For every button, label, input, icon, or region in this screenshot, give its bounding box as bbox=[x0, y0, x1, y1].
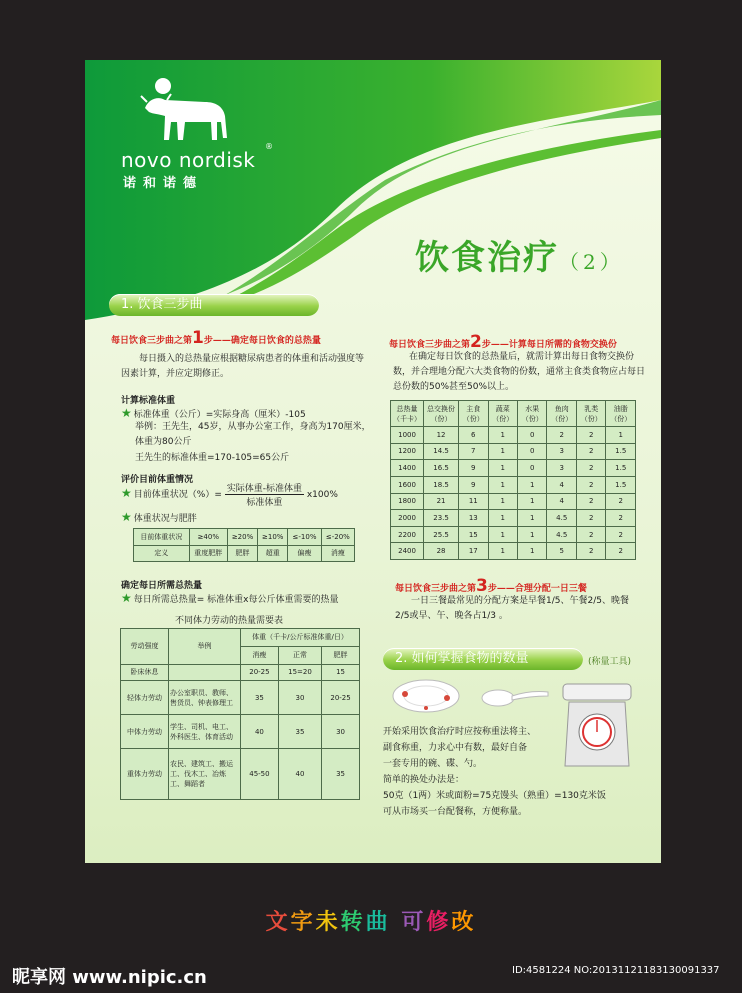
table-row bbox=[391, 543, 636, 560]
eval-suffix: x100% bbox=[306, 490, 338, 500]
table-row bbox=[391, 493, 636, 510]
table-header: 总交换份（份） bbox=[424, 401, 459, 427]
step3-text: 一日三餐最常见的分配方案是早餐1/5、午餐2/5、晚餐2/5或早、午、晚各占1/3 。 bbox=[395, 596, 629, 621]
eval-prefix: 目前体重状况（%）= bbox=[133, 490, 222, 500]
plate-icon bbox=[391, 678, 461, 714]
footer-char: 改 bbox=[451, 910, 477, 935]
footer-char: 可 bbox=[401, 910, 427, 935]
table-cell: 30 bbox=[278, 680, 321, 714]
table-cell: 28 bbox=[424, 543, 459, 560]
table-cell: 17 bbox=[459, 543, 488, 560]
footer-char: 转 bbox=[340, 910, 366, 935]
table-cell: 1 bbox=[488, 476, 517, 493]
table-header: 鱼肉（份） bbox=[547, 401, 576, 427]
table-cell: 4.5 bbox=[547, 510, 576, 527]
table-cell: 4.5 bbox=[547, 526, 576, 543]
table-row bbox=[121, 629, 360, 647]
text-line: 副食称重，力求心中有数，最好自备 bbox=[383, 743, 528, 753]
energy-formula-text: 每日所需总热量= 标准体重x每公斤体重需要的热量 bbox=[133, 595, 339, 605]
text-line: 开始采用饮食治疗时应按称重法将主、 bbox=[383, 727, 537, 737]
footer-char: 字 bbox=[290, 910, 316, 935]
table-cell: 0 bbox=[518, 427, 547, 444]
table-cell: 11 bbox=[459, 493, 488, 510]
table-cell: 20-25 bbox=[241, 664, 279, 680]
table-cell: 2 bbox=[576, 443, 605, 460]
table-row bbox=[121, 715, 360, 749]
table-header: 劳动强度 bbox=[121, 629, 169, 665]
table-row bbox=[121, 680, 360, 714]
table-cell: 16.5 bbox=[424, 460, 459, 477]
table-row bbox=[134, 529, 355, 546]
table-cell: 35 bbox=[278, 715, 321, 749]
table-cell: 40 bbox=[278, 749, 321, 800]
footer-char: 未 bbox=[315, 910, 341, 935]
weight-status-table bbox=[133, 528, 355, 562]
table-cell: 30 bbox=[322, 715, 360, 749]
table-cell: 2000 bbox=[391, 510, 424, 527]
section2-text bbox=[383, 724, 653, 820]
table-cell: 4 bbox=[547, 493, 576, 510]
table-cell: 2 bbox=[547, 427, 576, 444]
table-cell: 15 bbox=[322, 664, 360, 680]
table-cell: 1 bbox=[488, 510, 517, 527]
step3-heading bbox=[395, 576, 587, 596]
table-cell: 1600 bbox=[391, 476, 424, 493]
table-cell: 2 bbox=[606, 493, 636, 510]
table-cell: 18.5 bbox=[424, 476, 459, 493]
energy-table bbox=[120, 628, 360, 800]
title-main: 饮食治疗 bbox=[415, 238, 559, 278]
example-result: 王先生的标准体重=170-105=65公斤 bbox=[135, 453, 290, 463]
energy-formula bbox=[121, 591, 339, 605]
eval-numerator: 实际体重-标准体重 bbox=[225, 481, 304, 495]
table-cell: 15 bbox=[459, 526, 488, 543]
text-line: 简单的换处办法是： bbox=[383, 775, 465, 785]
table-cell: 9 bbox=[459, 476, 488, 493]
table-cell: 35 bbox=[241, 680, 279, 714]
star-icon: ★ bbox=[121, 510, 132, 524]
table-cell: ≥40% bbox=[189, 529, 227, 546]
table-cell: 1.5 bbox=[606, 460, 636, 477]
table-cell: 12 bbox=[424, 427, 459, 444]
eval-denominator: 标准体重 bbox=[246, 498, 283, 508]
star-icon: ★ bbox=[121, 486, 132, 500]
watermark-left: 昵享网 www.nipic.cn bbox=[12, 967, 207, 988]
table-cell: 5 bbox=[547, 543, 576, 560]
table-cell: 23.5 bbox=[424, 510, 459, 527]
table-cell: 1.5 bbox=[606, 476, 636, 493]
table-cell: 1 bbox=[488, 526, 517, 543]
table-cell: 2200 bbox=[391, 526, 424, 543]
table-header: 肥胖 bbox=[322, 646, 360, 664]
example-text: 举例：王先生，45岁，从事办公室工作，身高为170厘米，体重为80公斤 bbox=[135, 422, 371, 447]
table-cell: ≥20% bbox=[227, 529, 257, 546]
table-cell: 13 bbox=[459, 510, 488, 527]
footer-char: 文 bbox=[265, 910, 291, 935]
table-cell: 2 bbox=[606, 510, 636, 527]
step2-pre: 每日饮食三步曲之第 bbox=[389, 340, 471, 350]
table-row bbox=[391, 526, 636, 543]
eval-fraction bbox=[225, 481, 304, 508]
table-cell: 2 bbox=[606, 543, 636, 560]
status-title bbox=[121, 510, 197, 524]
table-cell: 35 bbox=[322, 749, 360, 800]
eval-title: 评价目前体重情况 bbox=[121, 475, 194, 485]
table-cell: 1 bbox=[518, 543, 547, 560]
table-cell: 消瘦 bbox=[321, 545, 354, 562]
step2-post: 步——计算每日所需的食物交换份 bbox=[481, 340, 617, 350]
step2-heading bbox=[389, 332, 617, 352]
step3-post: 步——合理分配一日三餐 bbox=[487, 584, 587, 594]
table-cell: 2 bbox=[576, 510, 605, 527]
table-cell: 20-25 bbox=[322, 680, 360, 714]
table-cell: 1 bbox=[518, 476, 547, 493]
table-cell: 2 bbox=[576, 427, 605, 444]
table-cell: 3 bbox=[547, 443, 576, 460]
table-header: 正常 bbox=[278, 646, 321, 664]
step2-num: 2 bbox=[470, 332, 482, 352]
table-cell: 学生、司机、电工、外科医生、体育活动 bbox=[169, 715, 241, 749]
table-row bbox=[391, 427, 636, 444]
table-row bbox=[121, 664, 360, 680]
bull-logo-icon bbox=[115, 78, 255, 158]
table-cell: 2 bbox=[606, 526, 636, 543]
table-cell: 轻体力劳动 bbox=[121, 680, 169, 714]
footer-char: 修 bbox=[426, 910, 452, 935]
table-cell: 9 bbox=[459, 460, 488, 477]
section1-heading: 1. 饮食三步曲 bbox=[109, 294, 319, 316]
std-weight-title: 计算标准体重 bbox=[121, 396, 176, 406]
table-cell: ≤-10% bbox=[288, 529, 321, 546]
table-cell: 2 bbox=[576, 526, 605, 543]
page-title bbox=[415, 230, 624, 279]
step1-post: 步——确定每日饮食的总热量 bbox=[203, 336, 321, 346]
table-cell: 45-50 bbox=[241, 749, 279, 800]
table-header: 水果（份） bbox=[518, 401, 547, 427]
title-sub: （2） bbox=[559, 250, 624, 274]
table-cell: 14.5 bbox=[424, 443, 459, 460]
table-cell: 0 bbox=[518, 443, 547, 460]
table-cell: 6 bbox=[459, 427, 488, 444]
table-cell: 肥胖 bbox=[227, 545, 257, 562]
table-cell: 2 bbox=[576, 460, 605, 477]
table-cell: 1 bbox=[488, 543, 517, 560]
table-header: 总热量（千卡） bbox=[391, 401, 424, 427]
table-cell: 1000 bbox=[391, 427, 424, 444]
table-cell: 目前体重状况 bbox=[134, 529, 190, 546]
table-row bbox=[391, 443, 636, 460]
table-row bbox=[391, 476, 636, 493]
watermark-id: ID:4581224 NO:20131121183130091337 bbox=[512, 965, 720, 976]
table-row bbox=[391, 510, 636, 527]
table-cell: 21 bbox=[424, 493, 459, 510]
table-row bbox=[391, 401, 636, 427]
spoon-icon bbox=[480, 686, 550, 710]
table-cell: 2 bbox=[576, 493, 605, 510]
std-weight-formula-text: 标准体重（公斤）=实际身高（厘米）-105 bbox=[133, 410, 306, 420]
table-cell: 重度肥胖 bbox=[189, 545, 227, 562]
table-cell: 1400 bbox=[391, 460, 424, 477]
table-cell: 1 bbox=[518, 493, 547, 510]
table-cell: 1 bbox=[488, 427, 517, 444]
poster bbox=[85, 60, 661, 863]
table-cell: 超重 bbox=[258, 545, 288, 562]
table-cell: 1.5 bbox=[606, 443, 636, 460]
eval-formula bbox=[121, 481, 338, 508]
section2-tag: (称量工具) bbox=[588, 657, 632, 667]
step1-num: 1 bbox=[192, 328, 204, 348]
text-line: 可从市场买一台配餐称，方便称量。 bbox=[383, 807, 528, 817]
text-line: 一套专用的碗、碟、勺。 bbox=[383, 759, 483, 769]
table-cell: 7 bbox=[459, 443, 488, 460]
table-cell bbox=[169, 664, 241, 680]
table-cell: 15=20 bbox=[278, 664, 321, 680]
star-icon: ★ bbox=[121, 591, 132, 605]
step2-intro: 在确定每日饮食的总热量后，就需计算出每日食物交换份数，并合理地分配六大类食物的份数，通常主食类食物应占每日总份数的50%甚至50%以上。 bbox=[393, 352, 646, 392]
table-row bbox=[391, 460, 636, 477]
energy-table-title: 不同体力劳动的热量需要表 bbox=[175, 616, 284, 626]
table-cell: 2 bbox=[576, 476, 605, 493]
table-cell: 1 bbox=[488, 493, 517, 510]
table-header: 乳类（份） bbox=[576, 401, 605, 427]
table-row bbox=[134, 545, 355, 562]
table-cell: 40 bbox=[241, 715, 279, 749]
footer-note bbox=[0, 905, 742, 936]
section2-heading: 2. 如何掌握食物的数量 bbox=[383, 648, 583, 670]
table-cell: ≥10% bbox=[258, 529, 288, 546]
table-header: 体重（千卡/公斤标准体重/日） bbox=[241, 629, 360, 647]
table-cell: 1 bbox=[518, 526, 547, 543]
table-header: 主食（份） bbox=[459, 401, 488, 427]
table-cell: 1 bbox=[488, 460, 517, 477]
logo-wordmark: novo nordisk bbox=[121, 148, 256, 172]
table-header: 消瘦 bbox=[241, 646, 279, 664]
star-icon: ★ bbox=[121, 406, 132, 420]
logo-chinese-name: 诺和诺德 bbox=[123, 176, 204, 191]
table-cell: ≤-20% bbox=[321, 529, 354, 546]
table-cell: 中体力劳动 bbox=[121, 715, 169, 749]
table-cell: 重体力劳动 bbox=[121, 749, 169, 800]
step1-intro: 每日摄入的总热量应根据糖尿病患者的体重和活动强度等因素计算，并应定期修正。 bbox=[121, 354, 365, 379]
table-header: 蔬菜（份） bbox=[488, 401, 517, 427]
exchange-table bbox=[390, 400, 636, 560]
status-title-text: 体重状况与肥胖 bbox=[133, 514, 197, 524]
table-cell: 3 bbox=[547, 460, 576, 477]
table-cell: 定义 bbox=[134, 545, 190, 562]
table-cell: 偏瘦 bbox=[288, 545, 321, 562]
registered-mark: ® bbox=[265, 142, 273, 151]
step3-pre: 每日饮食三步曲之第 bbox=[395, 584, 477, 594]
table-cell: 1200 bbox=[391, 443, 424, 460]
energy-title: 确定每日所需总热量 bbox=[121, 581, 203, 591]
text-line: 50克（1两）米或面粉=75克馒头（熟重）=130克米饭 bbox=[383, 791, 606, 801]
step1-heading bbox=[111, 328, 321, 348]
table-header: 油脂（份） bbox=[606, 401, 636, 427]
footer-char: 曲 bbox=[365, 910, 391, 935]
step3-num: 3 bbox=[476, 576, 488, 596]
table-cell: 2400 bbox=[391, 543, 424, 560]
table-cell: 农民、建筑工、搬运工、伐木工、冶炼工、舞蹈者 bbox=[169, 749, 241, 800]
step1-pre: 每日饮食三步曲之第 bbox=[111, 336, 193, 346]
table-cell: 0 bbox=[518, 460, 547, 477]
table-row bbox=[121, 749, 360, 800]
table-cell: 1 bbox=[488, 443, 517, 460]
table-cell: 1800 bbox=[391, 493, 424, 510]
table-header: 举例 bbox=[169, 629, 241, 665]
table-cell: 办公室职员、教师、售货员、钟表修理工 bbox=[169, 680, 241, 714]
table-cell: 卧床休息 bbox=[121, 664, 169, 680]
table-cell: 1 bbox=[606, 427, 636, 444]
footer-char bbox=[391, 910, 402, 935]
table-cell: 4 bbox=[547, 476, 576, 493]
table-cell: 25.5 bbox=[424, 526, 459, 543]
table-cell: 1 bbox=[518, 510, 547, 527]
table-cell: 2 bbox=[576, 543, 605, 560]
std-weight-formula bbox=[121, 406, 306, 420]
